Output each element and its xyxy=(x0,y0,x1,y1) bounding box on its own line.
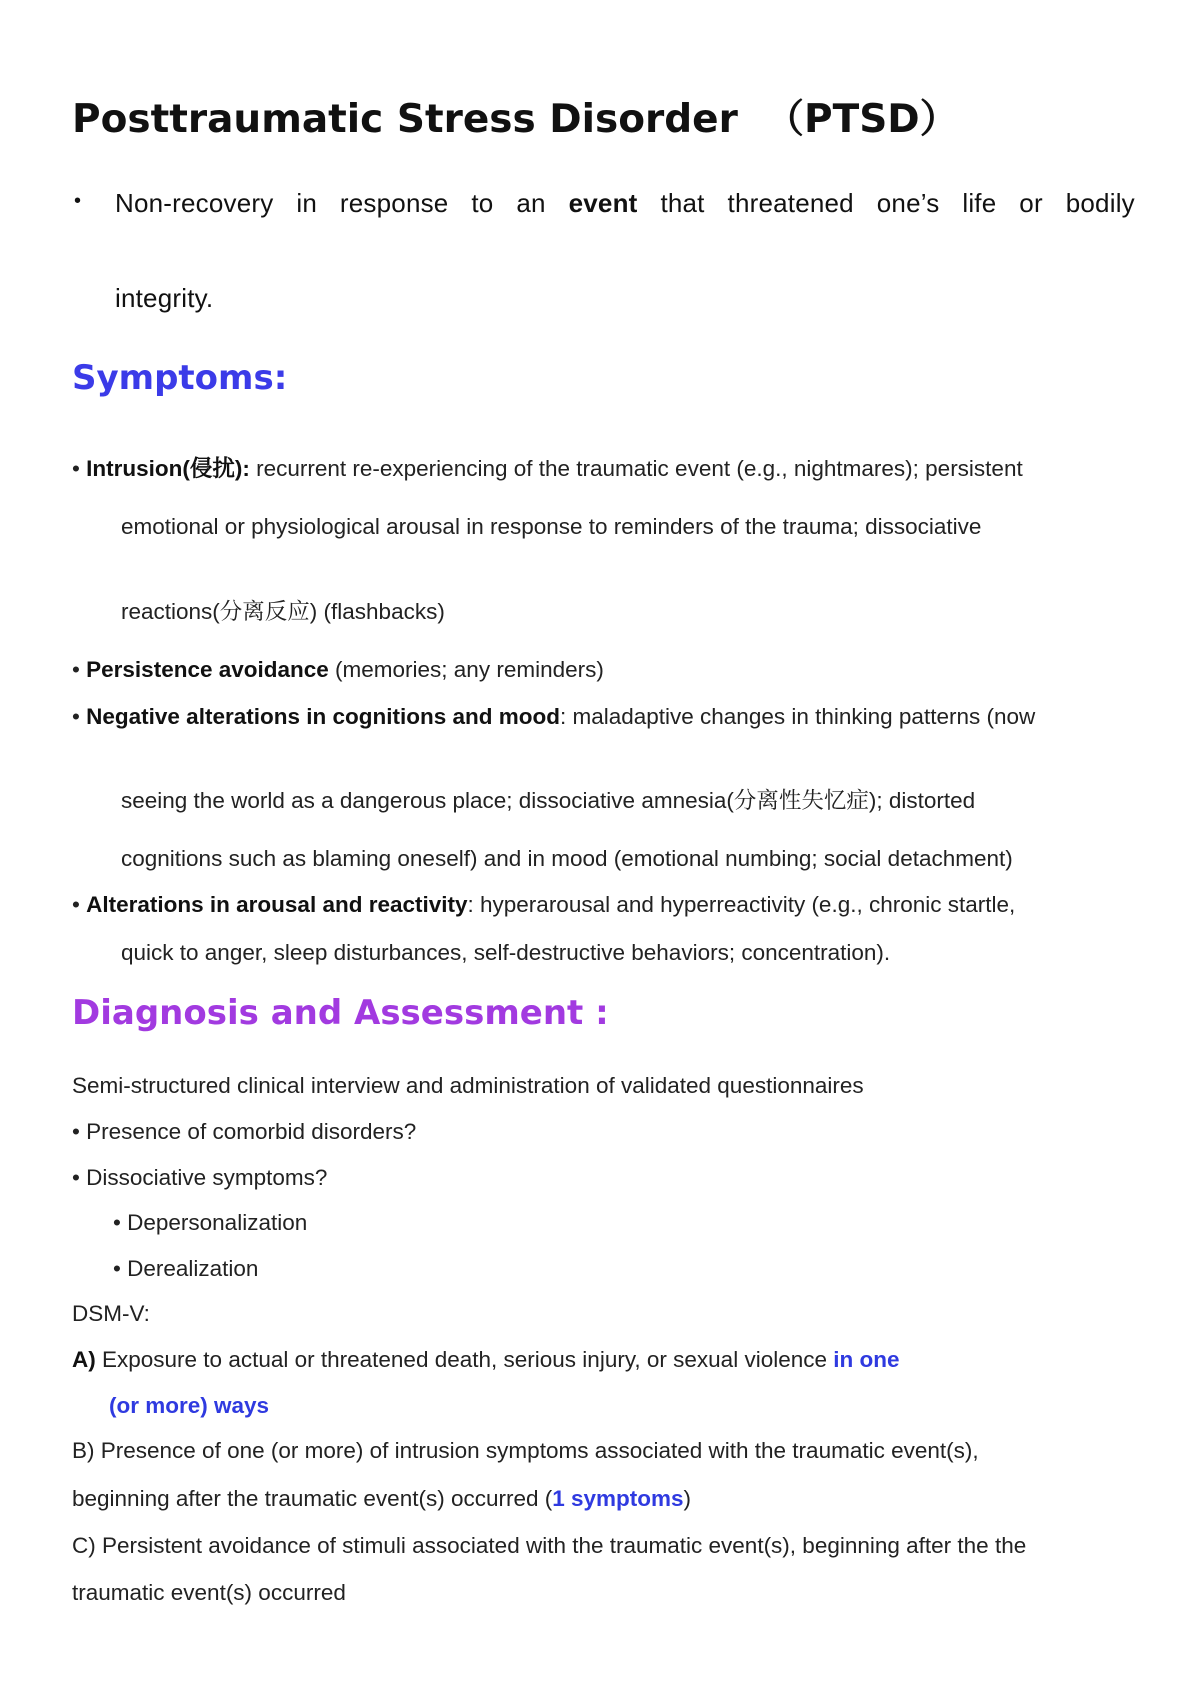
criterion-a-highlight-1: in one xyxy=(833,1347,900,1372)
avoidance-label: Persistence avoidance xyxy=(86,657,329,682)
intro-word: an xyxy=(516,188,546,218)
arousal-item: • Alterations in arousal and reactivity: hyperarousal and hyperreactivity (e.g., chronic startle, xyxy=(72,892,1016,917)
diagnosis-item-dissociative: • Dissociative symptoms? xyxy=(72,1165,328,1190)
arousal-label: Alterations in arousal and reactivity xyxy=(86,892,468,917)
intrusion-text-1: recurrent re-experiencing of the traumatic event (e.g., nightmares); persistent xyxy=(249,456,1023,481)
criterion-b-line-1: B) Presence of one (or more) of intrusion symptoms associated with the traumatic event(s), xyxy=(72,1438,979,1463)
avoidance-text: (memories; any reminders) xyxy=(328,657,604,682)
intrusion-item: • Intrusion(侵扰): recurrent re-experiencing of the traumatic event (e.g., nightmares); persistent xyxy=(72,456,1023,481)
negative-text-3: cognitions such as blaming oneself) and in mood (emotional numbing; social detachment) xyxy=(121,846,1013,871)
diagnosis-intro: Semi-structured clinical interview and administration of validated questionnaires xyxy=(72,1073,864,1098)
criterion-c-line-2: traumatic event(s) occurred xyxy=(72,1580,346,1605)
intrusion-text-2: emotional or physiological arousal in response to reminders of the trauma; dissociative xyxy=(121,514,982,539)
arousal-text-1: : hyperarousal and hyperreactivity (e.g., chronic startle, xyxy=(467,892,1016,917)
intro-word: Non-recovery xyxy=(115,188,274,218)
negative-text-1: : maladaptive changes in thinking patterns (now xyxy=(559,704,1036,729)
criterion-c-line-1: C) Persistent avoidance of stimuli associated with the traumatic event(s), beginning after the the xyxy=(72,1533,1027,1558)
intro-word: bodily xyxy=(1065,188,1135,218)
intro-line-1 xyxy=(115,188,1135,219)
criterion-a xyxy=(72,1347,900,1373)
intro-bullet: • xyxy=(74,190,82,212)
diagnosis-sub-derealization: • Derealization xyxy=(113,1256,259,1281)
criterion-a-label: A) xyxy=(72,1347,96,1372)
diagnosis-sub-depersonalization: • Depersonalization xyxy=(113,1210,308,1235)
criterion-b-line-2 xyxy=(72,1486,691,1512)
intro-word: life xyxy=(962,188,997,218)
negative-item: • Negative alterations in cognitions and mood: maladaptive changes in thinking patterns (now xyxy=(72,704,1036,729)
intro-word: one’s xyxy=(876,188,940,218)
criterion-b-close: ) xyxy=(683,1486,692,1511)
intro-word: in xyxy=(296,188,317,218)
dsm-label: DSM-V: xyxy=(72,1301,150,1326)
diagnosis-heading: Diagnosis and Assessment : xyxy=(72,993,609,1033)
avoidance-item: • Persistence avoidance (memories; any reminders) xyxy=(72,657,604,682)
intro-word: or xyxy=(1019,188,1043,218)
negative-label: Negative alterations in cognitions and mood xyxy=(86,704,560,729)
intro-word: to xyxy=(471,188,494,218)
intrusion-label: Intrusion(侵扰): xyxy=(86,456,250,481)
page-title: Posttraumatic Stress Disorder （PTSD） xyxy=(72,97,959,142)
criterion-a-highlight-2: (or more) ways xyxy=(109,1393,270,1418)
negative-text-2: seeing the world as a dangerous place; dissociative amnesia(分离性失忆症); distorted xyxy=(121,788,976,813)
intro-word: event xyxy=(568,188,638,218)
symptoms-heading: Symptoms: xyxy=(72,358,288,398)
diagnosis-item-comorbid: • Presence of comorbid disorders? xyxy=(72,1119,417,1144)
intro-word: threatened xyxy=(727,188,854,218)
arousal-text-2: quick to anger, sleep disturbances, self-destructive behaviors; concentration). xyxy=(121,940,891,965)
intro-line-2: integrity. xyxy=(115,283,214,313)
criterion-a-text: Exposure to actual or threatened death, serious injury, or sexual violence xyxy=(95,1347,834,1372)
intrusion-text-3: reactions(分离反应) (flashbacks) xyxy=(121,599,445,624)
intro-word: that xyxy=(660,188,705,218)
criterion-b-highlight: 1 symptoms xyxy=(552,1486,684,1511)
criterion-b-text: beginning after the traumatic event(s) occurred ( xyxy=(72,1486,553,1511)
intro-word: response xyxy=(339,188,449,218)
